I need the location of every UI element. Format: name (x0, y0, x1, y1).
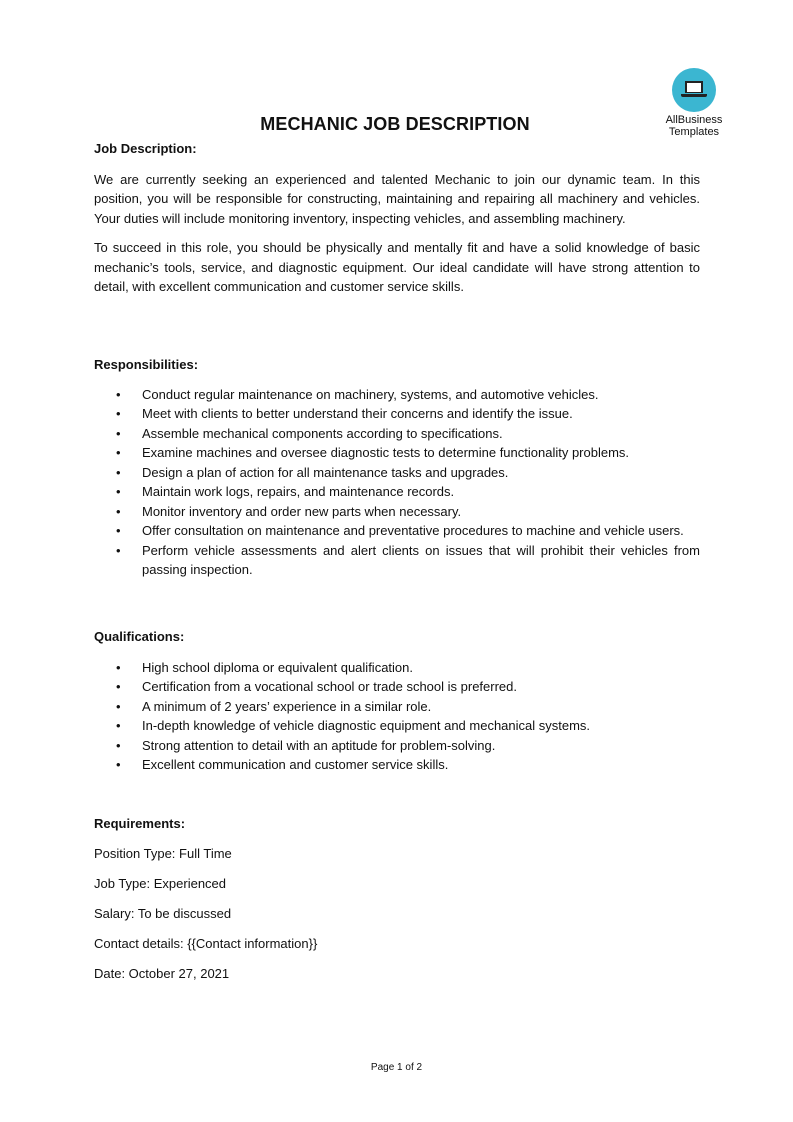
responsibility-text: Offer consultation on maintenance and preventative procedures to machine and vehicle users. (142, 523, 684, 538)
responsibilities-heading: Responsibilities: (94, 357, 199, 372)
responsibility-text: Maintain work logs, repairs, and maintenance records. (142, 484, 455, 499)
responsibility-text: Design a plan of action for all maintenance tasks and upgrades. (142, 464, 509, 480)
list-item (94, 385, 700, 405)
responsibility-text: Examine machines and oversee diagnostic tests to determine functionality problems. (142, 445, 630, 460)
responsibility-text: Meet with clients to better understand their concerns and identify the issue. (142, 406, 573, 421)
list-item (94, 697, 700, 717)
laptop-icon (672, 68, 716, 112)
list-item (94, 502, 700, 522)
bullet-icon: • (116, 503, 121, 519)
job-description-heading: Job Description: (94, 141, 197, 156)
bullet-icon: • (116, 718, 121, 733)
bullet-icon: • (116, 386, 121, 402)
job-description-paragraph-1: We are currently seeking an experienced and talented Mechanic to join our dynamic team. In this position, you will be responsible for constructing, maintaining and repairing all machinery and vehicles. Your duties will include monitoring inventory, inspecting vehicles, and assembling machinery. (94, 171, 700, 226)
list-item (94, 716, 700, 736)
requirements-section (94, 814, 700, 984)
list-item (94, 463, 700, 483)
contact-details: Contact details: {{Contact information}} (94, 936, 318, 951)
list-item (94, 482, 700, 502)
qualification-text: High school diploma or equivalent qualification. (142, 659, 413, 675)
logo-text-line2: Templates (668, 126, 720, 138)
bullet-icon: • (116, 679, 121, 694)
responsibilities-list (94, 385, 700, 580)
logo-text-line1: AllBusiness (665, 114, 723, 126)
bullet-icon: • (116, 757, 121, 772)
list-item (94, 541, 700, 580)
qualification-text: Excellent communication and customer service skills. (142, 757, 449, 772)
list-item (94, 736, 700, 756)
qualifications-section (94, 627, 700, 775)
list-item (94, 658, 700, 678)
qualification-text: A minimum of 2 years’ experience in a similar role. (142, 698, 432, 714)
bullet-icon: • (116, 659, 121, 675)
list-item (94, 424, 700, 444)
bullet-icon: • (116, 406, 121, 421)
salary: Salary: To be discussed (94, 906, 232, 921)
document-date: Date: October 27, 2021 (94, 966, 230, 981)
list-item (94, 521, 700, 541)
list-item (94, 443, 700, 463)
document-title: MECHANIC JOB DESCRIPTION (260, 114, 530, 134)
qualifications-heading: Qualifications: (94, 629, 185, 644)
job-description-section (94, 139, 700, 297)
qualification-text: Certification from a vocational school or trade school is preferred. (142, 679, 518, 694)
position-type: Position Type: Full Time (94, 846, 232, 861)
bullet-icon: • (116, 464, 121, 480)
list-item (94, 755, 700, 775)
list-item (94, 404, 700, 424)
responsibility-text: Perform vehicle assessments and alert clients on issues that will prohibit their vehicles from passing inspection. (142, 542, 700, 577)
bullet-icon: • (116, 425, 121, 441)
responsibility-text: Conduct regular maintenance on machinery, systems, and automotive vehicles. (142, 386, 599, 402)
qualification-text: In-depth knowledge of vehicle diagnostic equipment and mechanical systems. (142, 718, 591, 733)
page-number: Page 1 of 2 (370, 1062, 423, 1073)
qualifications-list (94, 658, 700, 775)
qualification-text: Strong attention to detail with an aptitude for problem-solving. (142, 737, 496, 753)
responsibility-text: Monitor inventory and order new parts when necessary. (142, 503, 462, 519)
bullet-icon: • (116, 523, 121, 538)
bullet-icon: • (116, 542, 121, 558)
bullet-icon: • (116, 737, 121, 753)
job-description-paragraph-2: To succeed in this role, you should be physically and mentally fit and have a solid knowledge of basic mechanic’s tools, service, and diagnostic equipment. Our ideal candidate will have strong attention to detail, with excellent communication and customer service skills. (94, 240, 700, 294)
requirements-heading: Requirements: (94, 816, 186, 831)
bullet-icon: • (116, 698, 121, 714)
list-item (94, 677, 700, 697)
bullet-icon: • (116, 445, 121, 460)
bullet-icon: • (116, 484, 121, 499)
job-type: Job Type: Experienced (94, 876, 227, 891)
responsibility-text: Assemble mechanical components according to specifications. (142, 425, 503, 441)
responsibilities-section (94, 355, 700, 580)
